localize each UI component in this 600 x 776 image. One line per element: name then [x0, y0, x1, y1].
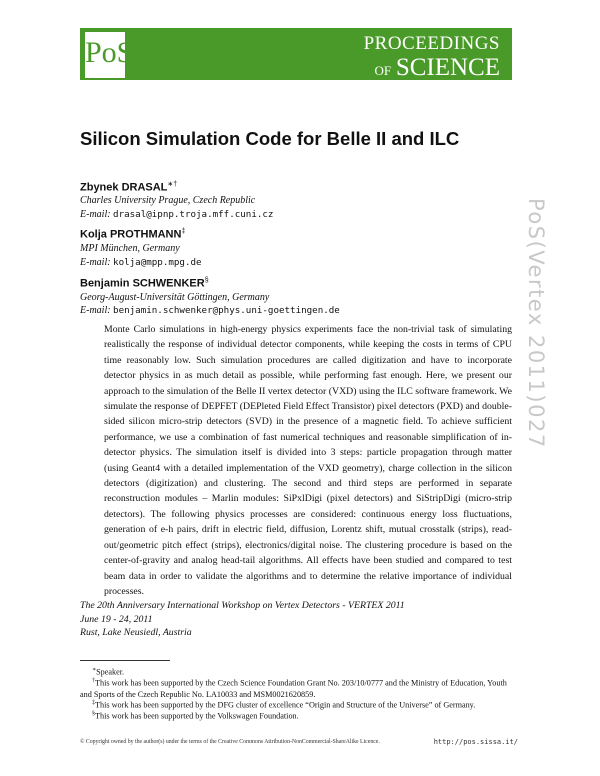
author-name: Kolja PROTHMANN‡ — [80, 228, 186, 241]
footnote: §This work has been supported by the Volkswagen Foundation. — [92, 711, 299, 721]
author-email: E-mail: benjamin.schwenker@phys.uni-goettingen.de — [80, 305, 340, 316]
author-affiliation: MPI München, Germany — [80, 243, 180, 254]
author-affiliation: Georg-August-Universität Göttingen, Germany — [80, 292, 270, 303]
footnote-rule — [80, 660, 170, 661]
email-link[interactable]: benjamin.schwenker@phys.uni-goettingen.de — [113, 305, 340, 316]
author-name: Zbynek DRASAL∗† — [80, 181, 178, 194]
author-email: E-mail: drasal@ipnp.troja.mff.cuni.cz — [80, 209, 274, 220]
pos-url-link[interactable]: http://pos.sissa.it/ — [433, 738, 518, 746]
footnote: ‡This work has been supported by the DFG cluster of excellence “Origin and Structure of the Universe” of Germany. — [92, 700, 476, 710]
banner-title — [364, 34, 500, 80]
pos-identifier: PoS(Vertex 2011)027 — [524, 198, 548, 449]
email-link[interactable]: kolja@mpp.mpg.de — [113, 257, 202, 268]
email-link[interactable]: drasal@ipnp.troja.mff.cuni.cz — [113, 209, 274, 220]
conference-location: Rust, Lake Neusiedl, Austria — [80, 627, 192, 638]
pos-logo — [84, 31, 134, 79]
conference-name: The 20th Anniversary International Workshop on Vertex Detectors - VERTEX 2011 — [80, 600, 405, 611]
author-email: E-mail: kolja@mpp.mpg.de — [80, 257, 202, 268]
license-notice: © Copyright owned by the author(s) under the terms of the Creative Commons Attribution-NonCommercial-ShareAlike Licence. — [80, 739, 380, 745]
abstract: Monte Carlo simulations in high-energy physics experiments face the non-trivial task of simulating realistically the response of individual detector components, while keeping the costs in terms of CPU time reasonably low. Such simulation procedures are called digitization and have to incorporate detector physics in as much detail as possible, while performing fast enough. Here, we present our approach to the simulation of the Belle II vertex detector (VXD) using the ILC software framework. We simulate the response of DEPFET (DEPleted Field Effect Transistor) pixel detectors (PXD) and double-sided silicon micro-strip detectors (SVD) in the presence of a magnetic field. To achieve sufficient performance, we use a combination of fast numerical techniques and reasonable simplification of in-detector physics. The simulation itself is divided into 3 steps: particle propagation through matter (using Geant4 with a detailed implementation of the VXD geometry), charge collection in the silicon detectors (digitization) and clustering. The second and third steps are performed in separate reconstruction modules – Marlin modules: SiPxlDigi (pixel detectors) and SiStripDigi (micro-strip detectors). The following physics processes are considered: continuous energy loss fluctuations, generation of e-h pairs, drift in electric field, diffusion, Lorentz shift, mutual crosstalk (strips), read-out/geometric pitch effect (strips), electronics/digital noise. The clustering procedure is based on the center-of-gravity and analog head-tail algorithms. All effects have been studied and compared to test beam data in order to validate the algorithms and to determine the relative importance of individual processes. — [104, 324, 512, 597]
conference-dates: June 19 - 24, 2011 — [80, 613, 153, 625]
footnote: †This work has been supported by the Czech Science Foundation Grant No. 203/10/0777 and the Ministry of Education, Youth and Sports of the Czech Republic No. LA10033 and MSM0021620859. — [80, 678, 507, 699]
conference-info — [80, 599, 405, 640]
paper-title: Silicon Simulation Code for Belle II and ILC — [80, 128, 460, 149]
author-affiliation: Charles University Prague, Czech Republic — [80, 195, 256, 206]
author-name: Benjamin SCHWENKER§ — [80, 277, 209, 290]
banner-proceedings: PROCEEDINGS — [363, 33, 500, 54]
banner-of-science: OF SCIENCE — [374, 54, 500, 81]
footnote: ∗Speaker. — [92, 667, 125, 677]
pos-logo-text: PoS — [85, 36, 134, 69]
